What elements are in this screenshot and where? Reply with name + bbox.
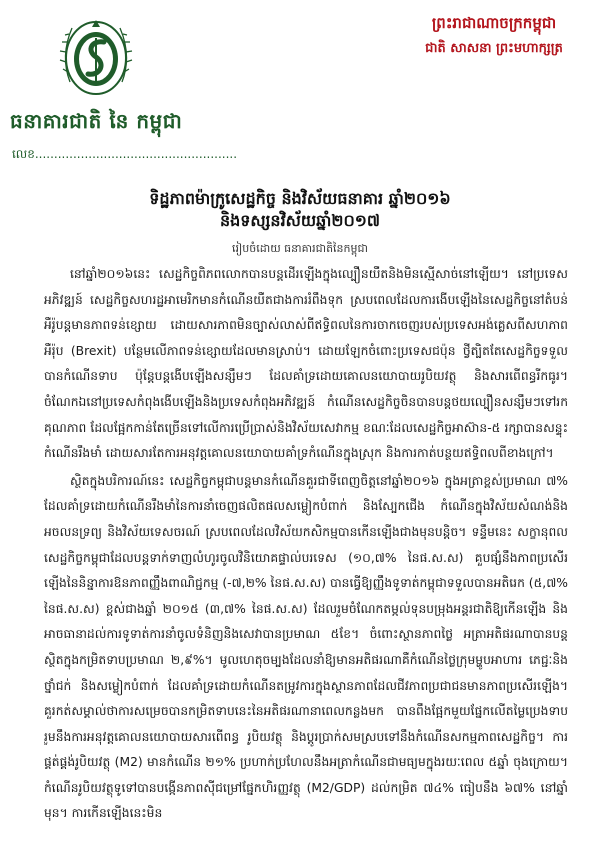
body-text — [44, 262, 568, 852]
byline: រៀបចំដោយ ធនាគារជាតិនៃកម្ពុជា — [232, 242, 368, 255]
kingdom-heading: ព្រះរាជាណាចក្រកម្ពុជា — [431, 14, 557, 32]
paragraph: ស្ថិតក្នុងបរិការណ៍នេះ សេដ្ឋកិច្ចកម្ពុជាបន្តមានកំណើនគួរជាទីពេញចិត្តនៅឆ្នាំ២០១៦ ក្នុងអត្រាខ្ពស់ប្រមាណ ៧% ដែលគាំទ្រដោយកំណើនរឹងមាំនៃការនាំចេញផលិតផលសម្លៀកបំពាក់ និងស្បែកជើង កំណើនក្នុងវិស័យសំណង់និងអចលនទ្រព្យ និងវិស័យទេសចរណ៍ ស្របពេលដែលវិស័យកសិកម្មបានកើនឡើងជាងមុនបន្តិច។ ទន្ទឹមនេះ សក្ខានុពលសេដ្ឋកិច្ចកម្ពុជាដែលបន្តទាក់ទាញលំហូរចូលវិនិយោគផ្ទាល់បរទេស (១០,៧% នៃផ.ស.ស) គួបផ្សំនឹងភាពប្រសើរឡើងនៃនិន្នាការឱនភាពញ្ញឹងពាណិជ្ជកម្ម (-៧,២% នៃផ.ស.ស) បានធ្វើឱ្យញ្ញឹងទូទាត់កម្ពុជាទទួលបានអតិរេក (៥,៧% នៃផ.ស.ស) ខ្ពស់ជាងឆ្នាំ ២០១៥ (៣,៧% នៃផ.ស.ស) ដែលរួមចំណែកតម្កល់ទុនបម្រុងអន្តរជាតិឱ្យកើនឡើង និងអាចធានាដល់ការទូទាត់ការនាំចូលទំនិញនិងសេវាបានប្រមាណ ៥ខែ។ ចំពោះស្ថានភាពថ្លៃ អត្រាអតិផរណាបានបន្តស្ថិតក្នុងកម្រិតទាបប្រមាណ ២,៩%។ មូលហេតុចម្បងដែលនាំឱ្យមានអតិផរណាគឺកំណើនថ្លៃក្រុមម្ហូបអាហារ ភេជ្ជៈនិងថ្នាំជក់ និងសម្លៀកបំពាក់ ដែលគាំទ្រដោយកំណើនតម្រូវការក្នុងស្ថានភាពដែលជីវភាពប្រជាជនមានភាពប្រសើរឡើង។ គួរកត់សម្គាល់ថាការសម្រេចបានកម្រិតទាបនេះនៃអតិផរណានាពេលកន្លងមក បានពឹងផ្អែកមួយផ្នែកលើតម្លៃប្រេងទាបរួមនឹងការអនុវត្តគោលនយោបាយសារពើពន្ធ រូបិយវត្ថុ និងប្តូរប្រាក់សមស្របទៅនឹងកំណើនសកម្មភាពសេដ្ឋកិច្ច។ ការផ្គត់ផ្គង់រូបិយវត្ថុ (M2) មានកំណើន ២១% ប្រហាក់ប្រហែលនឹងអត្រាកំណើនជាមធ្យមក្នុងរយៈពេល ៥ឆ្នាំ ចុងក្រោយ។ កំណើនរូបិយវត្ថុទូទៅបានបង្កើនភាពស៊ីជម្រៅផ្នែកហិរញ្ញវត្ថុ (M2/GDP) ដល់កម្រិត ៧៤% ធៀបនឹង ៦៧% នៅឆ្នាំមុន។ ការកើនឡើងនេះមិន — [44, 473, 568, 821]
document-subtitle: និងទស្សនវិស័យឆ្នាំ២០១៧ — [219, 211, 381, 230]
document-title: ទិដ្ឋភាពម៉ាក្រូសេដ្ឋកិច្ច និងវិស័យធនាគារ ឆ្នាំ២០១៦ — [149, 189, 451, 208]
paragraph: នៅឆ្នាំ២០១៦នេះ សេដ្ឋកិច្ចពិភពលោកបានបន្តដើរឡើងក្នុងល្បឿនយឺតនិងមិនស្មើសាច់នៅឡើយ។ នៅប្រទេសអភិវឌ្ឍន៍ សេដ្ឋកិច្ចសហរដ្ឋអាមេរិកមានកំណើនយឺតជាងការរំពឹងទុក ស្របពេលដែលការងើបឡើងនៃសេដ្ឋកិច្ចនៅតំបន់អឺរ៉ូបន្តមានភាពទន់ខ្សោយ ដោយសារភាពមិនច្បាស់លាស់ពីឥទ្ធិពលនៃការចាកចេញរបស់ប្រទេសអង់គ្លេសពីសហភាពអឺរ៉ុប (Brexit) បន្ថែមលើភាពទន់ខ្សោយដែលមានស្រាប់។ ដោយឡែកចំពោះប្រទេសជប៉ុន ថ្វីត្បិតតែសេដ្ឋកិច្ចទទួលបានកំណើនទាប ប៉ុន្តែបន្តងើបឡើងសន្សឹមៗ ដែលគាំទ្រដោយគោលនយោបាយរូបិយវត្ថុ និងសារពើពន្ធរីកធូរ។ ចំណែកឯនៅប្រទេសកំពុងងើបឡើងនិងប្រទេសកំពុងអភិវឌ្ឍន៍ កំណើនសេដ្ឋកិច្ចចិនបានបន្តថយល្បឿនសន្សឹមៗទៅរកគុណភាព ដែលផ្អែកកាន់តែច្រើនទៅលើការប្រើប្រាស់និងវិស័យសេវាកម្ម ខណៈដែលសេដ្ឋកិច្ចអាស៊ាន-៥ រក្សាបានសន្ទុះកំណើនរឹងមាំ ដោយសារតែការអនុវត្តគោលនយោបាយគាំទ្រកំណើនក្នុងស្រុក និងការកាត់បន្ថយឥទ្ធិពលពីខាងក្រៅ។ — [44, 267, 568, 461]
bank-name: ធនាគារជាតិ នៃ កម្ពុជា — [10, 109, 183, 133]
national-motto: ជាតិ សាសនា ព្រះមហាក្សត្រ — [425, 41, 563, 56]
reference-number: លេខ..................................................... — [12, 147, 238, 161]
nbc-seal-icon — [58, 12, 134, 98]
